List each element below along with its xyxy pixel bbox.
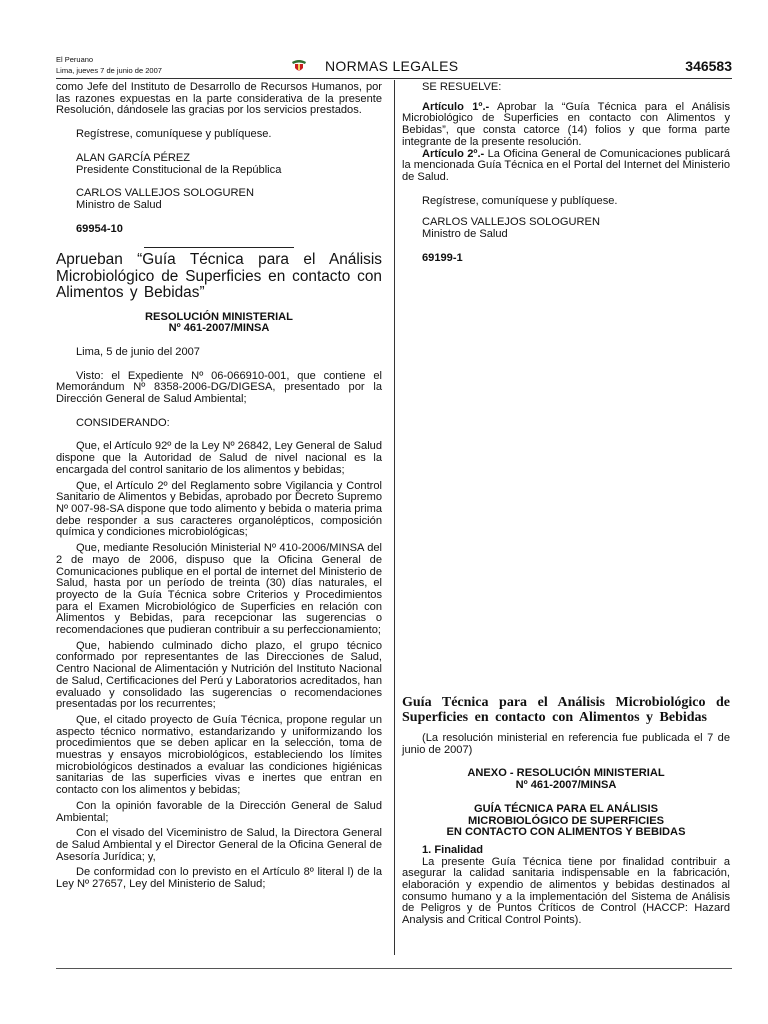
signatory-title: Ministro de Salud [422,228,508,241]
signatory-name: CARLOS VALLEJOS SOLOGUREN [76,187,254,200]
closing-formula: Regístrese, comuníquese y publíquese. [422,194,618,207]
article-1-text: Aprobar la “Guía Técnica para el Análisis Microbiológico de Superficies en contacto con Alimentos y Bebidas”, que consta catorce (14) folios y que forma parte integrante de la presente resolución. [402,100,730,148]
signatory-name: CARLOS VALLEJOS SOLOGUREN [422,216,600,229]
article-1-label: Artículo 1º.- [422,100,490,113]
publication-code: 69199-1 [422,251,463,264]
considerando-paragraph: Que, el Artículo 2º del Reglamento sobre Vigilancia y Control Sanitario de Alimentos y Bebidas, aprobado por Decreto Supremo Nº 007-98-SA dispone que todo alimento y bebida o materia prima debe responder a sus caracteres organolépticos, composición química y condiciones microbiológicas; [56,479,382,539]
guide-heading-line: GUÍA TÉCNICA PARA EL ANÁLISIS [473,802,659,815]
coat-of-arms-icon [290,59,308,73]
continued-paragraph: como Jefe del Instituto de Desarrollo de Recursos Humanos, por las razones expuestas en la parte considerativa de la presente Resolución, dándosele las gracias por los servicios prestados. [56,81,382,117]
visto-paragraph: Visto: el Expediente Nº 06-066910-001, que contiene el Memorándum Nº 8358-2006-DG/DIGESA, presentado por la Dirección General de Salud Ambiental; [56,369,382,406]
masthead [56,54,162,76]
article-1 [402,102,730,149]
signatory-title: Presidente Constitucional de la República [76,163,282,176]
publication-note: (La resolución ministerial en referencia fue publicada el 7 de junio de 2007) [402,732,730,756]
paper-name: El Peruano [56,55,94,64]
section-title: NORMAS LEGALES [325,58,459,74]
dateline: Lima, jueves 7 de junio de 2007 [56,66,162,75]
headline: Aprueban “Guía Técnica para el Análisis Microbiológico de Superficies en contacto con Alimentos y Bebidas” [56,251,382,302]
considerando-paragraph: Que, mediante Resolución Ministerial Nº 410-2006/MINSA del 2 de mayo de 2006, dispuso que la Oficina General de Comunicaciones publique en el portal de internet del Ministerio de Salud, hasta por un período de treinta (30) días naturales, el proyecto de la Guía Técnica sobre Criterios y Procedimientos para el Examen Microbiológico de Superficies en relación con Alimentos y Bebidas, para recepcionar las sugerencias o recomendaciones que pudieran contribuir a su perfeccionamiento; [56,542,382,637]
section-heading-finalidad: 1. Finalidad [422,843,484,856]
article-2 [402,149,730,184]
guide-title: Guía Técnica para el Análisis Microbiológico de Superficies en contacto con Alimentos y Bebidas [402,695,730,725]
publication-code: 69954-10 [76,222,123,235]
header-rule [56,78,732,79]
annex-title: ANEXO - RESOLUCIÓN MINISTERIAL [467,767,665,780]
right-column-bottom [402,695,730,927]
page-number: 346583 [685,58,732,74]
closing-formula: Regístrese, comuníquese y publíquese. [76,128,272,141]
guide-heading-line: MICROBIOLÓGICO DE SUPERFICIES [467,814,664,827]
considerando-paragraph: Que, el citado proyecto de Guía Técnica, propone regular un aspecto técnico normativo, estandarizando y uniformizando los procedimientos que se deben aplicar en la selección, toma de muestras y ensayos microbiológicos, estableciendo los límites microbiológicos destinados a evaluar las condiciones higiénicas sanitarias de las superficies vivas e inertes que entran en contacto con los alimentos y bebidas; [56,713,382,797]
footer-rule [56,968,732,969]
annex-number: Nº 461-2007/MINSA [515,779,617,792]
signatory-title: Ministro de Salud [76,198,162,211]
column-divider [394,80,395,955]
signatory-name: ALAN GARCÍA PÉREZ [76,151,191,164]
article-2-text: La Oficina General de Comunicaciones publicará la mencionada Guía Técnica en el Portal del Internet del Ministerio de Salud. [402,147,730,183]
considerando-paragraph: Con el visado del Viceministro de Salud, la Directora General de Salud Ambiental y el Director General de la Oficina General de Asesoría Jurídica; y, [56,827,382,863]
considerando-paragraph: Con la opinión favorable de la Dirección General de Salud Ambiental; [56,799,382,824]
se-resuelve-heading: SE RESUELVE: [422,81,502,93]
right-column-top [402,82,730,264]
headline-rule [144,247,294,248]
considerando-paragraph: Que, habiendo culminado dicho plazo, el grupo técnico conformado por representantes de las Direcciones de Salud, Centro Nacional de Alimentación y Nutrición del Instituto Nacional de Salud, Certificaciones del Perú y Laboratorios acreditados, han evaluado y consolidado las sugerencias o recomendaciones presentadas por los recurrentes; [56,639,382,711]
left-column [56,82,382,891]
considerando-heading: CONSIDERANDO: [76,416,170,429]
place-date: Lima, 5 de junio del 2007 [76,345,200,358]
article-2-label: Artículo 2º.- [422,147,485,160]
resolution-title: RESOLUCIÓN MINISTERIAL [145,310,293,323]
finalidad-paragraph: La presente Guía Técnica tiene por finalidad contribuir a asegurar la calidad sanitaria indispensable en la fabricación, elaboración y expendio de alimentos y bebidas destinados al consumo humano y a la implementación del Sistema de Análisis de Peligros y de Puntos Críticos de Control (HACCP: Hazard Analysis and Critical Control Points). [402,855,730,927]
considerando-paragraph: Que, el Artículo 92º de la Ley Nº 26842, Ley General de Salud dispone que la Autoridad de Salud de nivel nacional es la encargada del control sanitario de los alimentos y bebidas; [56,440,382,476]
considerando-paragraph: De conformidad con lo previsto en el Artículo 8º literal l) de la Ley Nº 27657, Ley del Ministerio de Salud; [56,866,382,891]
resolution-number: Nº 461-2007/MINSA [168,322,270,335]
guide-heading-line: EN CONTACTO CON ALIMENTOS Y BEBIDAS [446,826,686,839]
